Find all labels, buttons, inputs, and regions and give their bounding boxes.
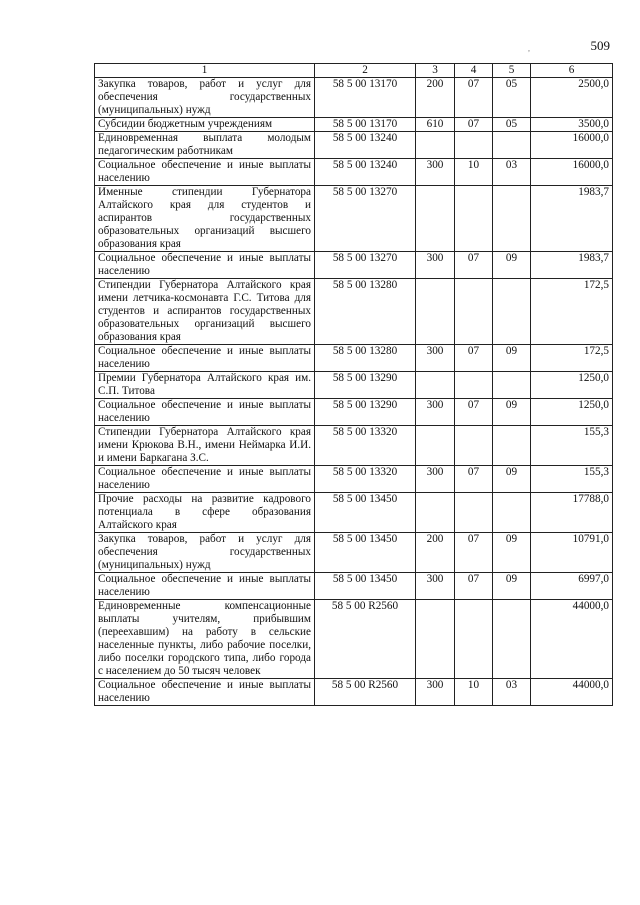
row-name: Субсидии бюджетным учреждениям — [95, 118, 315, 132]
row-amount: 155,3 — [531, 426, 613, 466]
row-name: Единовременные компенсационные выплаты учителям, прибывшим (переехавшим) на работу в сельские населенные пункты, либо рабочие поселки, либо поселки городского типа, либо города с населением до 50 тысяч человек — [95, 600, 315, 679]
row-name: Закупка товаров, работ и услуг для обеспечения государственных (муниципальных) нужд — [95, 78, 315, 118]
row-subsection: 05 — [493, 78, 531, 118]
row-subsection — [493, 372, 531, 399]
row-expense-type: 200 — [416, 533, 455, 573]
table-row — [95, 426, 613, 466]
page-number: 509 — [590, 38, 610, 53]
table-row — [95, 679, 613, 706]
table-row — [95, 600, 613, 679]
table-row — [95, 252, 613, 279]
row-subsection: 09 — [493, 573, 531, 600]
row-code: 58 5 00 13280 — [315, 279, 416, 345]
table-row — [95, 533, 613, 573]
row-name: Стипендии Губернатора Алтайского края имени летчика-космонавта Г.С. Титова для студентов и аспирантов государственных образовательных организаций высшего образования края — [95, 279, 315, 345]
row-amount: 172,5 — [531, 345, 613, 372]
column-header-5: 5 — [493, 64, 531, 78]
row-subsection: 09 — [493, 466, 531, 493]
row-amount: 44000,0 — [531, 679, 613, 706]
row-section: 07 — [455, 399, 493, 426]
row-expense-type — [416, 493, 455, 533]
row-section: 07 — [455, 118, 493, 132]
row-expense-type: 300 — [416, 399, 455, 426]
column-header-4: 4 — [455, 64, 493, 78]
row-expense-type: 300 — [416, 345, 455, 372]
row-name: Социальное обеспечение и иные выплаты населению — [95, 159, 315, 186]
row-subsection — [493, 132, 531, 159]
table-row — [95, 159, 613, 186]
table-row — [95, 78, 613, 118]
column-header-3: 3 — [416, 64, 455, 78]
table-row — [95, 279, 613, 345]
row-expense-type — [416, 279, 455, 345]
row-section: 10 — [455, 159, 493, 186]
row-code: 58 5 00 13170 — [315, 78, 416, 118]
row-code: 58 5 00 13270 — [315, 186, 416, 252]
row-subsection: 03 — [493, 159, 531, 186]
row-amount: 2500,0 — [531, 78, 613, 118]
header-row — [95, 64, 613, 78]
row-amount: 44000,0 — [531, 600, 613, 679]
row-expense-type — [416, 186, 455, 252]
column-header-6: 6 — [531, 64, 613, 78]
table-row — [95, 132, 613, 159]
table-row — [95, 573, 613, 600]
table-row — [95, 493, 613, 533]
row-subsection: 09 — [493, 533, 531, 573]
table-row — [95, 399, 613, 426]
table-row — [95, 345, 613, 372]
row-section — [455, 279, 493, 345]
row-amount: 1250,0 — [531, 399, 613, 426]
row-code: 58 5 00 R2560 — [315, 679, 416, 706]
row-amount: 10791,0 — [531, 533, 613, 573]
row-amount: 17788,0 — [531, 493, 613, 533]
row-amount: 16000,0 — [531, 132, 613, 159]
row-code: 58 5 00 R2560 — [315, 600, 416, 679]
table-row — [95, 186, 613, 252]
row-section: 07 — [455, 78, 493, 118]
row-name: Социальное обеспечение и иные выплаты населению — [95, 252, 315, 279]
scan-mark: , — [528, 44, 530, 53]
row-expense-type: 300 — [416, 466, 455, 493]
row-section: 07 — [455, 533, 493, 573]
row-code: 58 5 00 13170 — [315, 118, 416, 132]
row-name: Социальное обеспечение и иные выплаты населению — [95, 573, 315, 600]
row-section: 07 — [455, 252, 493, 279]
row-expense-type: 300 — [416, 252, 455, 279]
row-amount: 172,5 — [531, 279, 613, 345]
row-section — [455, 132, 493, 159]
row-name: Закупка товаров, работ и услуг для обеспечения государственных (муниципальных) нужд — [95, 533, 315, 573]
row-name: Стипендии Губернатора Алтайского края имени Крюкова В.Н., имени Неймарка И.И. и имени Баркагана З.С. — [95, 426, 315, 466]
row-section — [455, 600, 493, 679]
row-name: Прочие расходы на развитие кадрового потенциала в сфере образования Алтайского края — [95, 493, 315, 533]
row-subsection: 09 — [493, 345, 531, 372]
row-expense-type: 300 — [416, 573, 455, 600]
row-amount: 1983,7 — [531, 186, 613, 252]
row-section — [455, 186, 493, 252]
row-expense-type: 300 — [416, 159, 455, 186]
row-amount: 1250,0 — [531, 372, 613, 399]
row-code: 58 5 00 13450 — [315, 573, 416, 600]
row-expense-type — [416, 600, 455, 679]
row-code: 58 5 00 13240 — [315, 132, 416, 159]
column-header-2: 2 — [315, 64, 416, 78]
row-section — [455, 372, 493, 399]
row-code: 58 5 00 13240 — [315, 159, 416, 186]
row-section: 07 — [455, 345, 493, 372]
table-row — [95, 372, 613, 399]
row-expense-type — [416, 372, 455, 399]
row-name: Социальное обеспечение и иные выплаты населению — [95, 466, 315, 493]
row-section — [455, 493, 493, 533]
table-row — [95, 118, 613, 132]
row-expense-type: 200 — [416, 78, 455, 118]
row-subsection: 09 — [493, 252, 531, 279]
row-code: 58 5 00 13320 — [315, 426, 416, 466]
row-name: Премии Губернатора Алтайского края им. С.П. Титова — [95, 372, 315, 399]
row-amount: 1983,7 — [531, 252, 613, 279]
row-section — [455, 426, 493, 466]
table-row — [95, 466, 613, 493]
row-subsection — [493, 426, 531, 466]
row-code: 58 5 00 13450 — [315, 493, 416, 533]
row-amount: 16000,0 — [531, 159, 613, 186]
row-name: Социальное обеспечение и иные выплаты населению — [95, 399, 315, 426]
row-subsection — [493, 279, 531, 345]
row-expense-type — [416, 132, 455, 159]
row-amount: 155,3 — [531, 466, 613, 493]
row-subsection — [493, 493, 531, 533]
row-amount: 3500,0 — [531, 118, 613, 132]
row-subsection — [493, 600, 531, 679]
row-code: 58 5 00 13280 — [315, 345, 416, 372]
row-subsection: 03 — [493, 679, 531, 706]
row-subsection: 05 — [493, 118, 531, 132]
row-name: Социальное обеспечение и иные выплаты населению — [95, 679, 315, 706]
row-code: 58 5 00 13320 — [315, 466, 416, 493]
row-amount: 6997,0 — [531, 573, 613, 600]
row-subsection: 09 — [493, 399, 531, 426]
row-subsection — [493, 186, 531, 252]
row-expense-type — [416, 426, 455, 466]
row-code: 58 5 00 13290 — [315, 372, 416, 399]
row-code: 58 5 00 13270 — [315, 252, 416, 279]
row-section: 07 — [455, 466, 493, 493]
row-expense-type: 300 — [416, 679, 455, 706]
column-header-1: 1 — [95, 64, 315, 78]
row-name: Социальное обеспечение и иные выплаты населению — [95, 345, 315, 372]
row-code: 58 5 00 13290 — [315, 399, 416, 426]
budget-table — [94, 63, 613, 706]
row-code: 58 5 00 13450 — [315, 533, 416, 573]
row-section: 10 — [455, 679, 493, 706]
row-name: Единовременная выплата молодым педагогическим работникам — [95, 132, 315, 159]
row-expense-type: 610 — [416, 118, 455, 132]
row-section: 07 — [455, 573, 493, 600]
row-name: Именные стипендии Губернатора Алтайского края для студентов и аспирантов государственных образовательных организаций высшего образования края — [95, 186, 315, 252]
